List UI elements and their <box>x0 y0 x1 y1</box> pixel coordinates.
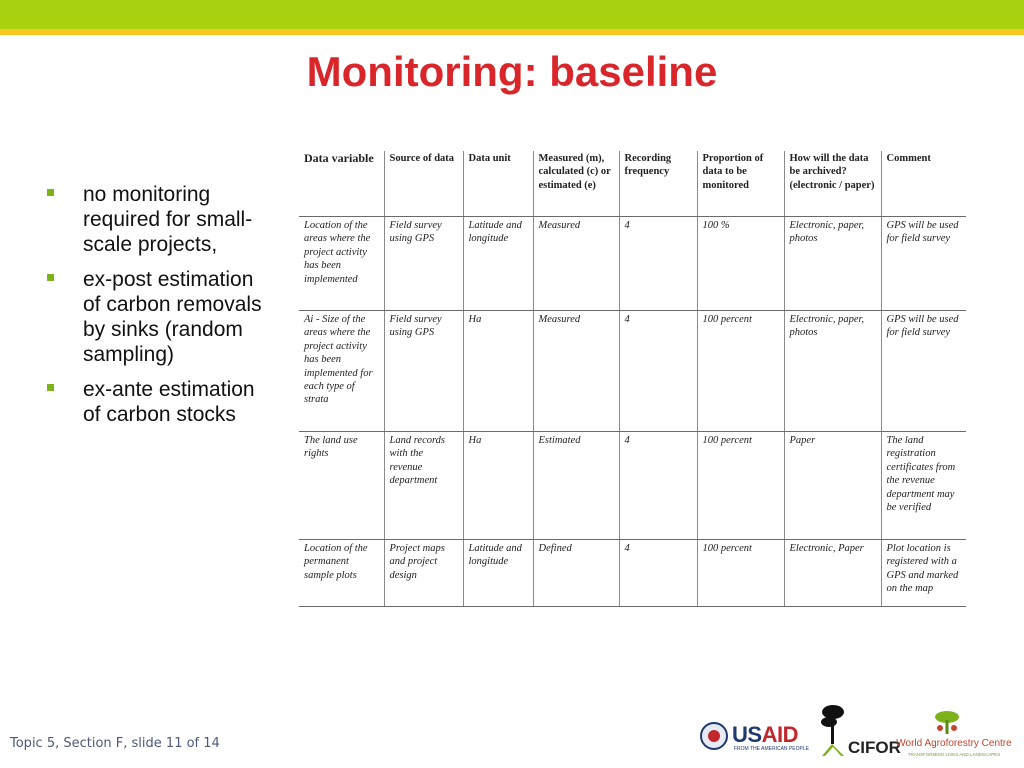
square-bullet-icon <box>47 274 54 281</box>
column-header: Data unit <box>463 151 533 217</box>
bullet-text: ex-ante estimation of carbon stocks <box>83 378 255 426</box>
column-header: Recording frequency <box>619 151 697 217</box>
square-bullet-icon <box>47 384 54 391</box>
partner-logos <box>700 700 1020 762</box>
table-cell: Electronic, paper, photos <box>784 217 881 311</box>
agroforestry-logo-text: World Agroforestry Centre <box>896 738 1012 749</box>
table-cell: The land use rights <box>299 432 384 540</box>
cifor-tree-icon <box>818 702 848 757</box>
table-cell: Ha <box>463 311 533 432</box>
cifor-logo-text: CIFOR <box>848 738 901 757</box>
table-cell: Electronic, paper, photos <box>784 311 881 432</box>
column-header: Comment <box>881 151 966 217</box>
table-cell: The land registration certificates from the revenue department may be verified <box>881 432 966 540</box>
column-header: Proportion of data to be monitored <box>697 151 784 217</box>
table-cell: Electronic, Paper <box>784 540 881 607</box>
top-accent-bar <box>0 0 1024 29</box>
table-cell: 4 <box>619 540 697 607</box>
table-cell: 100 percent <box>697 432 784 540</box>
table-cell: 100 percent <box>697 311 784 432</box>
column-header: Measured (m), calculated (c) or estimated (e) <box>533 151 619 217</box>
table-cell: 4 <box>619 432 697 540</box>
table-cell: 100 percent <box>697 540 784 607</box>
table-cell: Measured <box>533 217 619 311</box>
table-cell: 4 <box>619 217 697 311</box>
usaid-seal-icon <box>700 722 728 750</box>
table-cell: Field survey using GPS <box>384 217 463 311</box>
table-cell: Land records with the revenue department <box>384 432 463 540</box>
agroforestry-tagline: TRANSFORMING LIVES AND LANDSCAPES <box>907 752 1001 757</box>
table-cell: Measured <box>533 311 619 432</box>
column-header: How will the data be archived? (electronic / paper) <box>784 151 881 217</box>
table-cell: GPS will be used for field survey <box>881 311 966 432</box>
table-row <box>299 311 966 432</box>
column-header: Data variable <box>299 151 384 217</box>
square-bullet-icon <box>47 189 54 196</box>
slide-footer: Topic 5, Section F, slide 11 of 14 <box>10 736 220 751</box>
monitoring-table <box>299 151 966 607</box>
usaid-logo-aid: AID <box>761 722 798 747</box>
bullet-item <box>40 377 275 427</box>
bullet-item <box>40 182 275 257</box>
column-header: Source of data <box>384 151 463 217</box>
bullet-text: no monitoring required for small-scale projects, <box>83 183 253 256</box>
table-cell: 100 % <box>697 217 784 311</box>
table-cell: Ai - Size of the areas where the project activity has been implemented for each type of strata <box>299 311 384 432</box>
table-cell: Location of the permanent sample plots <box>299 540 384 607</box>
usaid-logo-us: US <box>732 722 762 747</box>
table-cell: Paper <box>784 432 881 540</box>
table-cell: Location of the areas where the project activity has been implemented <box>299 217 384 311</box>
table-cell: Defined <box>533 540 619 607</box>
table-cell: GPS will be used for field survey <box>881 217 966 311</box>
bullet-text: ex-post estimation of carbon removals by sinks (random sampling) <box>83 268 262 366</box>
table-cell: Latitude and longitude <box>463 217 533 311</box>
table-row <box>299 217 966 311</box>
bullet-list <box>40 182 275 437</box>
table-cell: 4 <box>619 311 697 432</box>
table-cell: Latitude and longitude <box>463 540 533 607</box>
top-accent-line <box>0 29 1024 35</box>
agroforestry-tree-icon <box>933 708 961 736</box>
table-row <box>299 540 966 607</box>
table-cell: Project maps and project design <box>384 540 463 607</box>
table-cell: Estimated <box>533 432 619 540</box>
usaid-tagline: FROM THE AMERICAN PEOPLE <box>734 746 809 752</box>
table-cell: Plot location is registered with a GPS and marked on the map <box>881 540 966 607</box>
table-cell: Field survey using GPS <box>384 311 463 432</box>
table-header-row <box>299 151 966 217</box>
usaid-logo <box>732 722 798 748</box>
table-cell: Ha <box>463 432 533 540</box>
table-row <box>299 432 966 540</box>
bullet-item <box>40 267 275 367</box>
slide-title: Monitoring: baseline <box>306 48 718 95</box>
